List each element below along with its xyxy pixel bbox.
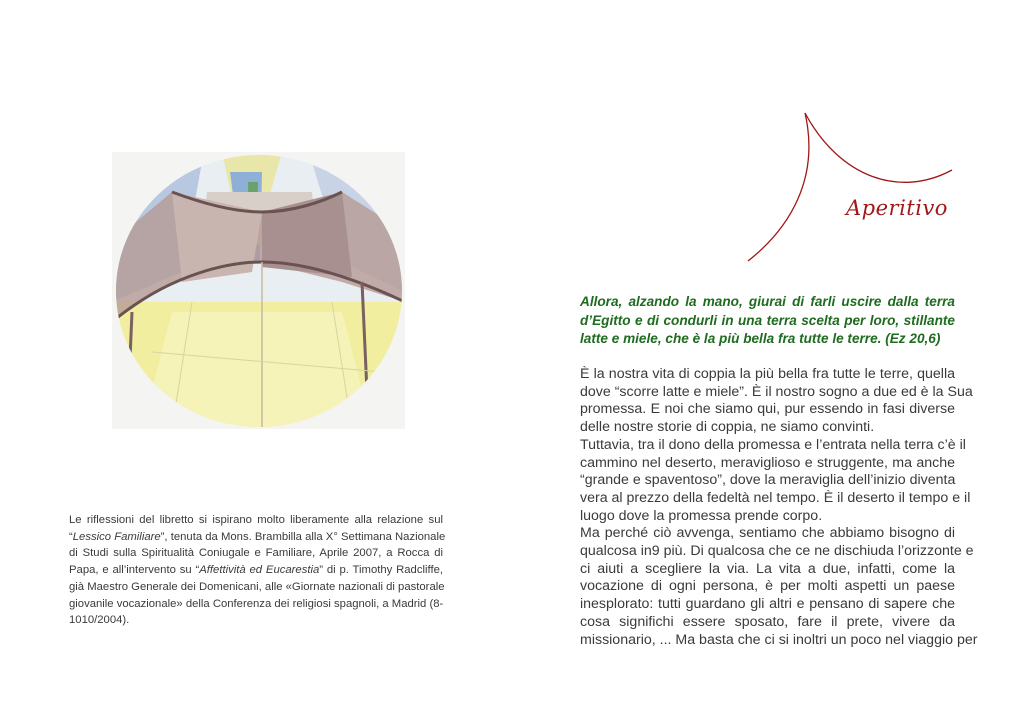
body-line: cammino nel deserto, meraviglioso e struggente, ma anche	[580, 454, 955, 471]
note-line: già Maestro Generale dei Domenicani, alle «Giornate nazionali di pastorale	[69, 580, 445, 593]
note-line: Le riflessioni del libretto si ispirano molto liberamente alla relazione sul	[69, 514, 443, 526]
note-line: 1010/2004).	[69, 614, 130, 627]
italic-title: Lessico Familiare	[72, 530, 161, 543]
note-line: di Studi sulla Spiritualità Coniugale e Familiare, Aprile 2007, a Rocca di	[69, 547, 443, 560]
body-line: missionario, ... Ma basta che ci si inoltri un poco nel viaggio per	[580, 631, 978, 648]
note-line: giovanile vocazionale» della Conferenza dei religiosi spagnoli, a Madrid (8-	[69, 597, 444, 610]
quote-line: d’Egitto e di condurli in una terra scelta per loro, stillante	[580, 312, 955, 328]
body-line: luogo dove la promessa prende corpo.	[580, 507, 823, 524]
note-line: “Lessico Familiare”, tenuta da Mons. Brambilla alla X° Settimana Nazionale	[69, 530, 446, 543]
body-line: vocazione di ogni persona, è per molti aspetti un paese	[580, 578, 955, 595]
body-line: inesplorato: tutti guardano gli altri e pensano di sapere che	[580, 596, 955, 613]
body-line: delle nostre storie di coppia, ne siamo convinti.	[580, 419, 875, 436]
body-line: Tuttavia, tra il dono della promessa e l’entrata nella terra c’è il	[580, 436, 966, 453]
decorative-red-curve	[740, 108, 960, 268]
page-title: Aperitivo	[846, 196, 948, 220]
body-line: “grande e spaventoso”, dove la meraviglia dell’inizio diventa	[580, 472, 956, 489]
quote-line: latte e miele, che è la più bella fra tutte le terre. (Ez 20,6)	[580, 331, 941, 346]
body-line: promessa. E noi che siamo qui, pur essendo in fasi diverse	[580, 401, 955, 418]
quote-line: Allora, alzando la mano, giurai di farli uscire dalla terra	[580, 294, 955, 309]
body-line: È la nostra vita di coppia la più bella fra tutte le terre, quella	[580, 366, 955, 382]
body-line: ci aiuti a scegliere la via. La vita a due, infatti, come la	[580, 560, 955, 577]
italic-title: Affettività ed Eucarestia	[199, 564, 320, 577]
body-line: qualcosa in9 più. Di qualcosa che ce ne dischiuda l’orizzonte e	[580, 543, 974, 560]
body-line: Ma perché ciò avvenga, sentiamo che abbiamo bisogno di	[580, 525, 955, 542]
stained-glass-tent-illustration	[112, 152, 405, 429]
body-text	[580, 366, 978, 649]
footnote-paragraph	[69, 512, 446, 629]
body-line: dove “scorre latte e miele”. È il nostro sogno a due ed è la Sua	[580, 383, 973, 400]
note-line: Papa, e all’intervento su “Affettività ed Eucarestia” di p. Timothy Radcliffe,	[69, 564, 444, 577]
body-line: cosa significhi essere sposato, fare il prete, vivere da	[580, 613, 955, 630]
scripture-quote	[580, 293, 955, 349]
body-line: vera al prezzo della fedeltà nel tempo. È il deserto il tempo e il	[580, 489, 971, 506]
